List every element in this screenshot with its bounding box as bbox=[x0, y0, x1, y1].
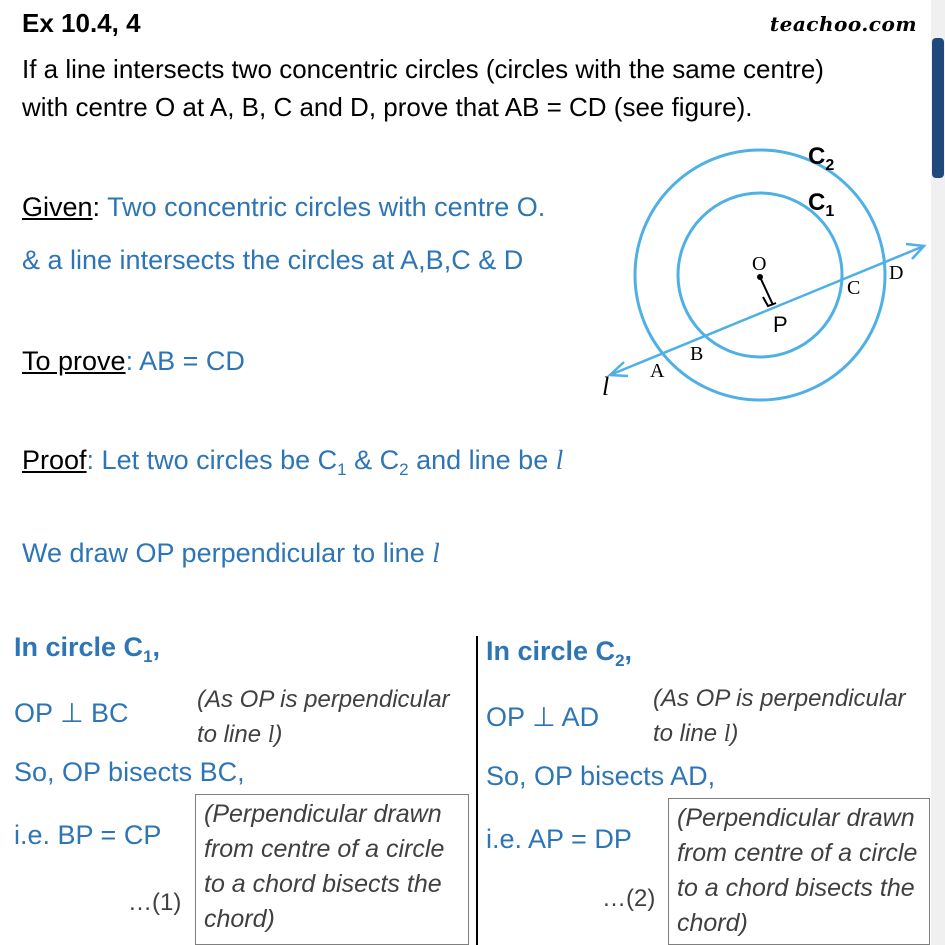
to-prove-line bbox=[22, 346, 245, 377]
left-perp-statement: OP ⊥ BC bbox=[14, 698, 129, 728]
question-line-2: with centre O at A, B, C and D, prove that AB = CD (see figure). bbox=[22, 92, 753, 122]
label-d: D bbox=[889, 262, 904, 284]
proof-sub-2: 2 bbox=[399, 460, 409, 479]
left-note-symbol: l bbox=[267, 722, 275, 748]
right-heading-end: , bbox=[624, 636, 633, 666]
left-heading-text: In circle C bbox=[14, 632, 144, 662]
left-ie-statement: i.e. BP = CP bbox=[14, 820, 162, 850]
right-heading-sub: 2 bbox=[615, 651, 625, 670]
proof-sub-1: 1 bbox=[337, 460, 347, 479]
left-equation-ref: …(1) bbox=[128, 889, 182, 916]
label-c1: $C_1$ bbox=[808, 189, 835, 220]
proof-text-a: : Let two circles be C bbox=[86, 445, 338, 475]
draw-text: We draw OP perpendicular to line bbox=[22, 538, 433, 568]
left-col-heading bbox=[14, 632, 161, 666]
right-col-heading bbox=[486, 636, 633, 670]
segment-op bbox=[760, 277, 773, 305]
label-o: O bbox=[752, 253, 767, 275]
left-heading-sub: 1 bbox=[143, 647, 153, 666]
left-heading-end: , bbox=[152, 632, 161, 662]
proof-text bbox=[86, 445, 564, 479]
label-c2: $C_2$ bbox=[808, 143, 835, 174]
proof-line-symbol: l bbox=[555, 445, 564, 475]
given-text: Two concentric circles with centre O. bbox=[100, 192, 546, 222]
question-line-1: If a line intersects two concentric circles (circles with the same centre) bbox=[22, 54, 824, 84]
right-note-text: (As OP is perpendicular to line bbox=[653, 685, 906, 747]
concentric-circles-figure bbox=[580, 130, 930, 420]
left-theorem-box: (Perpendicular drawn from centre of a circle to a chord bisects the chord) bbox=[195, 794, 469, 945]
label-c: C bbox=[847, 277, 861, 299]
given-line-1 bbox=[22, 192, 545, 223]
vertical-scrollbar[interactable] bbox=[931, 0, 945, 945]
given-colon: : bbox=[92, 192, 101, 222]
right-ie-statement: i.e. AP = DP bbox=[486, 824, 632, 854]
label-p: P bbox=[773, 312, 788, 337]
scrollbar-thumb[interactable] bbox=[932, 38, 944, 178]
left-bisects-statement: So, OP bisects BC, bbox=[14, 757, 245, 787]
proof-text-b: & C bbox=[346, 445, 400, 475]
right-theorem-box: (Perpendicular drawn from centre of a circle to a chord bisects the chord) bbox=[668, 798, 930, 945]
right-note-symbol: l bbox=[723, 721, 731, 747]
draw-line-symbol: l bbox=[432, 538, 440, 568]
right-note-end: ) bbox=[730, 720, 739, 747]
right-perp-statement: OP ⊥ AD bbox=[486, 702, 600, 732]
given-line-2: & a line intersects the circles at A,B,C & D bbox=[22, 245, 524, 275]
proof-label: Proof bbox=[22, 445, 87, 475]
label-a: A bbox=[650, 360, 665, 382]
proof-line bbox=[22, 445, 564, 479]
label-l: l bbox=[602, 372, 610, 401]
left-note-text: (As OP is perpendicular to line bbox=[197, 686, 450, 748]
right-equation-ref: …(2) bbox=[602, 885, 656, 912]
label-b: B bbox=[690, 343, 704, 365]
right-heading-text: In circle C bbox=[486, 636, 616, 666]
to-prove-text: : AB = CD bbox=[125, 346, 245, 376]
to-prove-label: To prove bbox=[22, 346, 126, 376]
right-perp-note bbox=[653, 681, 925, 752]
proof-text-c: and line be bbox=[408, 445, 556, 475]
column-divider bbox=[476, 636, 478, 945]
left-perp-note bbox=[197, 682, 472, 753]
draw-perpendicular-line bbox=[22, 538, 440, 569]
left-note-end: ) bbox=[274, 721, 283, 748]
given-label: Given bbox=[22, 192, 93, 222]
brand-logo: teachoo.com bbox=[769, 12, 917, 36]
exercise-title: Ex 10.4, 4 bbox=[22, 8, 141, 38]
right-bisects-statement: So, OP bisects AD, bbox=[486, 761, 716, 791]
